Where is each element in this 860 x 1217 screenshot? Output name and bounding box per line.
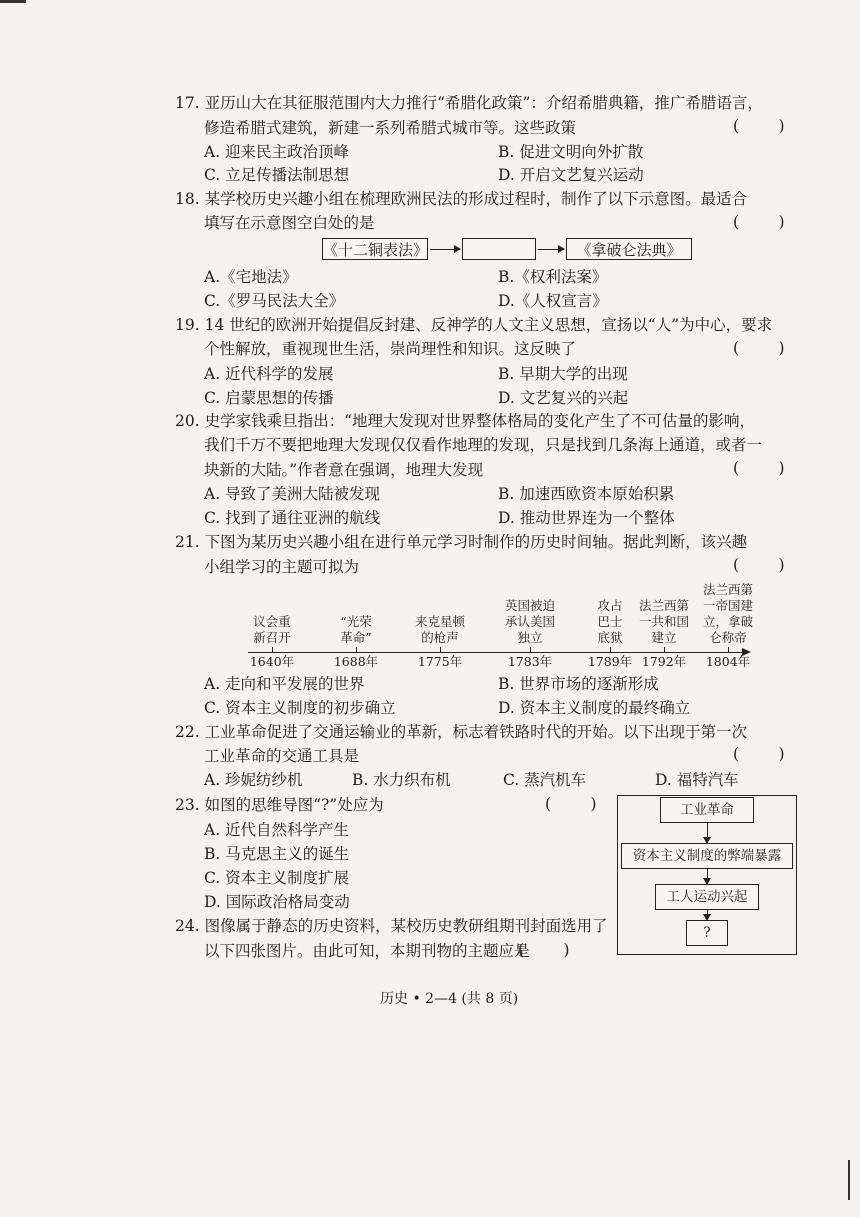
q17-option-a[interactable]: A. 迎来民主政治顶峰 — [204, 143, 350, 161]
q18-option-a[interactable]: A.《宅地法》 — [204, 268, 298, 286]
q19-answer-paren[interactable]: ( ) — [733, 339, 785, 357]
timeline-event-label: 法兰西第 一帝国建 立，拿破 仑称帝 — [702, 582, 754, 645]
timeline-tick — [440, 647, 441, 653]
scan-corner-mark-top — [0, 0, 26, 3]
q19-option-d[interactable]: D. 文艺复兴的兴起 — [498, 389, 629, 407]
mindmap-box-workers-movement: 工人运动兴起 — [655, 884, 759, 910]
q19-option-c[interactable]: C. 启蒙思想的传播 — [204, 389, 334, 407]
q21-option-d[interactable]: D. 资本主义制度的最终确立 — [498, 699, 691, 717]
q22-option-a[interactable]: A. 珍妮纺纱机 — [204, 771, 303, 789]
timeline-tick — [610, 647, 611, 653]
timeline-year: 1789年 — [587, 654, 633, 669]
q20-option-b[interactable]: B. 加速西欧资本原始积累 — [498, 485, 675, 503]
q20-option-d[interactable]: D. 推动世界连为一个整体 — [498, 509, 675, 527]
diagram-arrow-1 — [430, 249, 460, 250]
mindmap-arrow-2 — [707, 869, 708, 884]
timeline-tick — [272, 647, 273, 653]
q18-option-c[interactable]: C.《罗马民法大全》 — [204, 292, 345, 310]
q17-stem-line2: 修造希腊式建筑，新建一系列希腊式城市等。这些政策 — [204, 119, 577, 137]
q23-answer-paren[interactable]: ( ) — [545, 795, 597, 813]
timeline-tick — [728, 647, 729, 653]
timeline-year: 1792年 — [641, 654, 687, 669]
q21-answer-paren[interactable]: ( ) — [733, 556, 785, 574]
timeline-event-label: 法兰西第 一共和国 建立 — [638, 598, 690, 645]
q18-answer-paren[interactable]: ( ) — [733, 213, 785, 231]
q17-option-c[interactable]: C. 立足传播法制思想 — [204, 166, 350, 184]
q20-answer-paren[interactable]: ( ) — [733, 459, 785, 477]
timeline-tick — [356, 647, 357, 653]
q20-stem-line3: 块新的大陆。”作者意在强调，地理大发现 — [204, 461, 484, 479]
q23-option-c[interactable]: C. 资本主义制度扩展 — [204, 869, 350, 887]
timeline-year: 1804年 — [705, 654, 751, 669]
diagram-arrow-2 — [538, 249, 564, 250]
diagram-box-napoleonic-code: 《拿破仑法典》 — [566, 238, 692, 260]
timeline-tick — [530, 647, 531, 653]
timeline-axis — [248, 652, 744, 653]
timeline-event-label: 英国被迫 承认美国 独立 — [504, 598, 556, 645]
timeline-event-label: 攻占 巴士 底狱 — [597, 598, 623, 645]
q22-stem-line2: 工业革命的交通工具是 — [204, 747, 360, 765]
mindmap-box-question[interactable]: ? — [686, 920, 728, 946]
q20-option-c[interactable]: C. 找到了通往亚洲的航线 — [204, 509, 381, 527]
page-footer: 历史 • 2—4 (共 8 页) — [380, 991, 519, 1007]
q22-stem-line1: 22. 工业革命促进了交通运输业的革新，标志着铁路时代的开始。以下出现于第一次 — [175, 723, 748, 741]
scan-corner-mark-right — [848, 1160, 850, 1200]
q24-answer-paren[interactable]: ( ) — [518, 941, 570, 959]
q17-option-d[interactable]: D. 开启文艺复兴运动 — [498, 166, 644, 184]
q20-option-a[interactable]: A. 导致了美洲大陆被发现 — [204, 485, 381, 503]
q21-stem-line1: 21. 下图为某历史兴趣小组在进行单元学习时制作的历史时间轴。据此判断，该兴趣 — [175, 533, 748, 551]
q22-answer-paren[interactable]: ( ) — [733, 745, 785, 763]
timeline-event-label: 议会重 新召开 — [253, 614, 291, 645]
q24-stem-line2: 以下四张图片。由此可知，本期刊物的主题应是 — [204, 942, 530, 960]
q23-stem: 23. 如图的思维导图“?”处应为 — [175, 796, 384, 814]
q22-option-c[interactable]: C. 蒸汽机车 — [503, 771, 587, 789]
timeline-tick — [664, 647, 665, 653]
mindmap-arrow-1 — [707, 823, 708, 843]
q18-stem-line1: 18. 某学校历史兴趣小组在梳理欧洲民法的形成过程时，制作了以下示意图。最适合 — [175, 190, 748, 208]
mindmap-box-industrial-revolution: 工业革命 — [660, 797, 754, 823]
q18-stem-line2: 填写在示意图空白处的是 — [204, 214, 375, 232]
timeline-year: 1688年 — [333, 654, 379, 669]
q19-stem-line2: 个性解放，重视现世生活，崇尚理性和知识。这反映了 — [204, 340, 577, 358]
q18-option-b[interactable]: B.《权利法案》 — [498, 268, 608, 286]
q22-option-d[interactable]: D. 福特汽车 — [655, 771, 739, 789]
timeline-event-label: “光荣 革命” — [340, 614, 372, 645]
mindmap-box-capitalism-flaws: 资本主义制度的弊端暴露 — [621, 843, 793, 869]
timeline-event-label: 来克星顿 的枪声 — [414, 614, 466, 645]
q19-option-a[interactable]: A. 近代科学的发展 — [204, 365, 334, 383]
mindmap-arrow-3 — [707, 910, 708, 920]
q22-option-b[interactable]: B. 水力织布机 — [352, 771, 451, 789]
q23-option-d[interactable]: D. 国际政治格局变动 — [204, 893, 350, 911]
q24-stem-line1: 24. 图像属于静态的历史资料，某校历史教研组期刊封面选用了 — [175, 917, 608, 935]
timeline-year: 1783年 — [507, 654, 553, 669]
q17-answer-paren[interactable]: ( ) — [733, 117, 785, 135]
q19-stem-line1: 19. 14 世纪的欧洲开始提倡反封建、反神学的人文主义思想，宣扬以“人”为中心，要求 — [175, 316, 773, 334]
q21-option-a[interactable]: A. 走向和平发展的世界 — [204, 675, 365, 693]
q23-option-b[interactable]: B. 马克思主义的诞生 — [204, 845, 350, 863]
q20-stem-line1: 20. 史学家钱乘旦指出：“地理大发现对世界整体格局的变化产生了不可估量的影响， — [175, 412, 756, 430]
q17-stem-line1: 17. 亚历山大在其征服范围内大力推行“希腊化政策”：介绍希腊典籍，推广希腊语言， — [175, 94, 763, 112]
timeline-year: 1640年 — [249, 654, 295, 669]
timeline-year: 1775年 — [417, 654, 463, 669]
q21-option-c[interactable]: C. 资本主义制度的初步确立 — [204, 699, 396, 717]
diagram-blank-box[interactable] — [462, 238, 536, 260]
diagram-box-twelve-tables: 《十二铜表法》 — [322, 238, 428, 260]
q19-option-b[interactable]: B. 早期大学的出现 — [498, 365, 628, 383]
q18-option-d[interactable]: D.《人权宣言》 — [498, 292, 608, 310]
q20-stem-line2: 我们千万不要把地理大发现仅仅看作地理的发现，只是找到几条海上通道，或者一 — [204, 436, 763, 454]
q17-option-b[interactable]: B. 促进文明向外扩散 — [498, 143, 644, 161]
q21-stem-line2: 小组学习的主题可拟为 — [204, 558, 360, 576]
q23-option-a[interactable]: A. 近代自然科学产生 — [204, 821, 350, 839]
q21-option-b[interactable]: B. 世界市场的逐渐形成 — [498, 675, 659, 693]
